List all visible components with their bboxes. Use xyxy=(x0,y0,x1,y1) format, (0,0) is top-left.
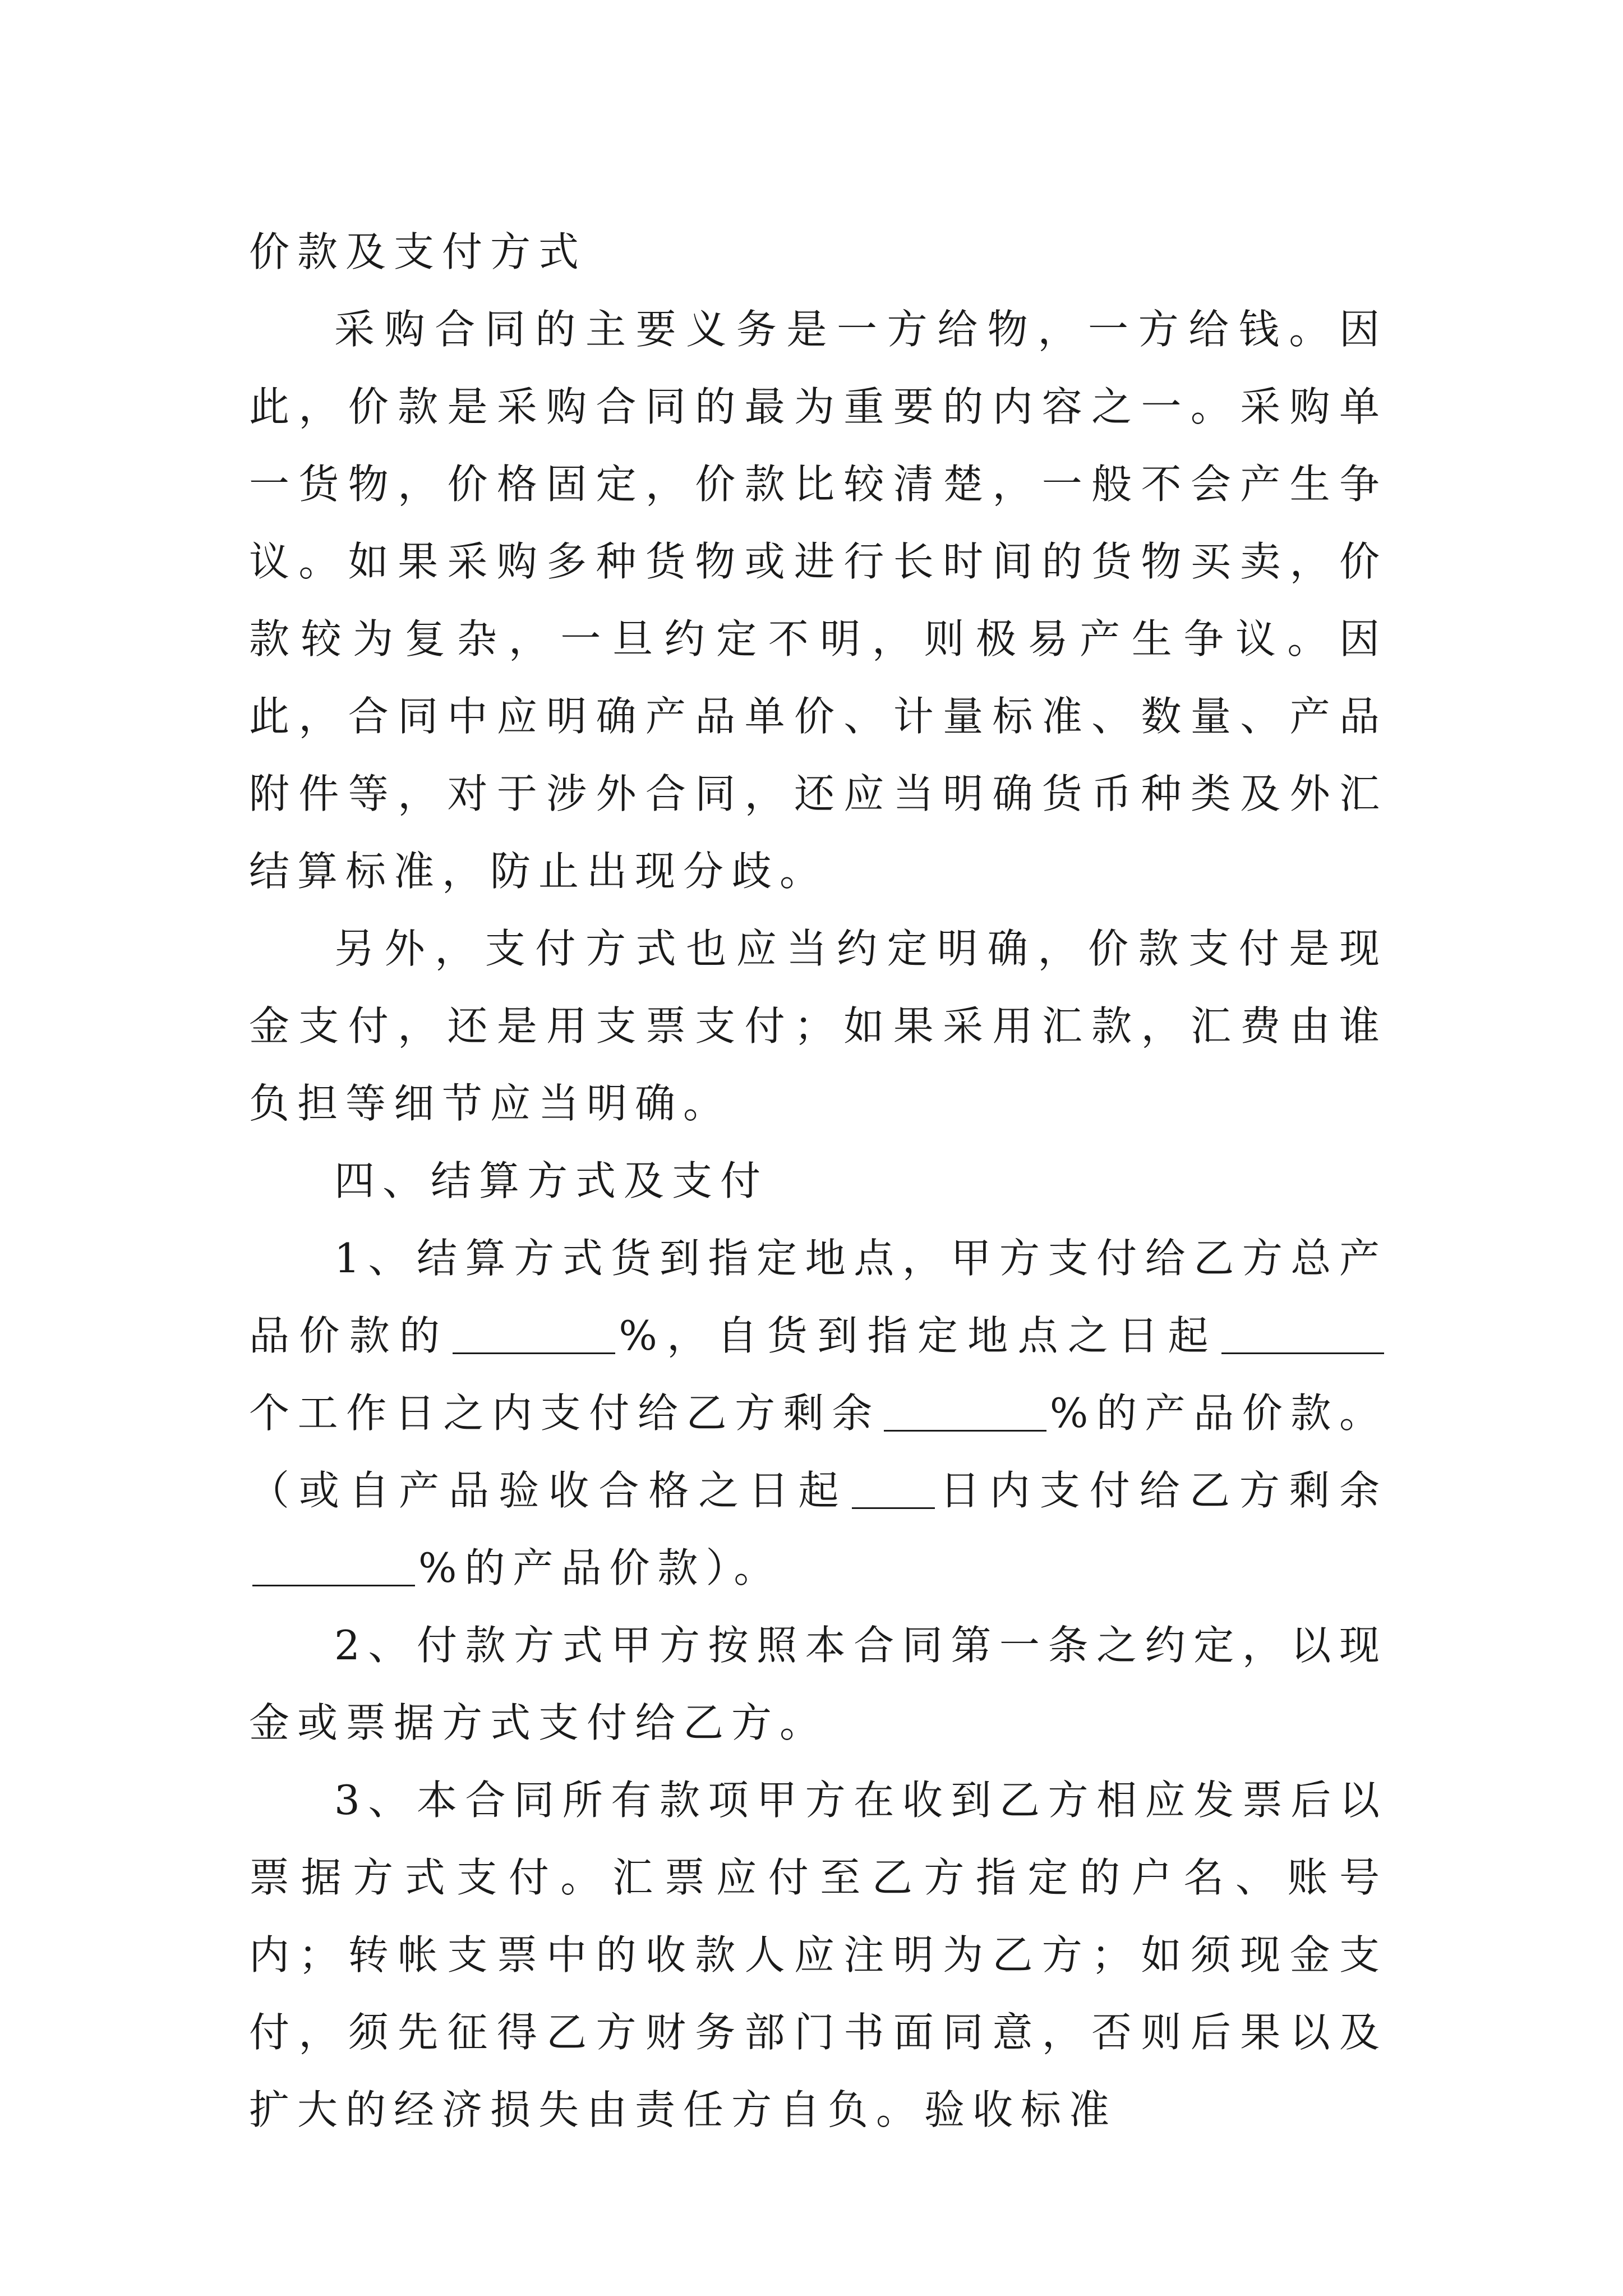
clause-1-text-3: 个工作日之内支付给乙方剩余 xyxy=(249,1389,880,1437)
clause-2: 2、付款方式甲方按照本合同第一条之约定，以现金或票据方式支付给乙方。 xyxy=(249,1622,1387,1746)
clause-1-text-4: %的产品价款。（或自产品验收合格之日起 xyxy=(249,1389,1387,1514)
clause-1-text-1: 1、结算方式货到指定地点，甲方支付给乙方总产品价款的 xyxy=(249,1235,1387,1359)
clause-3: 3、本合同所有款项甲方在收到乙方相应发票后以票据方式支付。汇票应付至乙方指定的户名、账号内；转帐支票中的收款人应注明为乙方；如须现金支付，须先征得乙方财务部门书面同意，否则后果以及扩大的经济损失由责任方自负。验收标准 xyxy=(249,1777,1387,2133)
document-page xyxy=(249,213,1387,2148)
blank-workdays[interactable] xyxy=(1221,1312,1384,1354)
clause-1-text-6: %的产品价款）。 xyxy=(418,1544,782,1591)
clause-1-text-2: %，自货到指定地点之日起 xyxy=(619,1312,1218,1359)
section-title: 四、结算方式及支付 xyxy=(334,1157,769,1204)
blank-days[interactable] xyxy=(852,1467,935,1509)
intro-paragraph-2: 另外，支付方式也应当约定明确，价款支付是现金支付，还是用支票支付；如果采用汇款，汇费由谁负担等细节应当明确。 xyxy=(249,925,1387,1127)
clause-1 xyxy=(249,1220,1387,1607)
blank-percent-2[interactable] xyxy=(884,1389,1046,1432)
clause-1-text-5: 日内支付给乙方剩余 xyxy=(938,1467,1387,1514)
blank-percent-3[interactable] xyxy=(252,1544,415,1586)
intro-paragraph-1: 采购合同的主要义务是一方给物，一方给钱。因此，价款是采购合同的最为重要的内容之一。采购单一货物，价格固定，价款比较清楚，一般不会产生争议。如果采购多种货物或进行长时间的货物买卖，价款较为复杂，一旦约定不明，则极易产生争议。因此，合同中应明确产品单价、计量标准、数量、产品附件等，对于涉外合同，还应当明确货币种类及外汇结算标准，防止出现分歧。 xyxy=(249,306,1387,895)
section-heading: 价款及支付方式 xyxy=(249,228,587,275)
blank-percent-1[interactable] xyxy=(453,1312,615,1354)
